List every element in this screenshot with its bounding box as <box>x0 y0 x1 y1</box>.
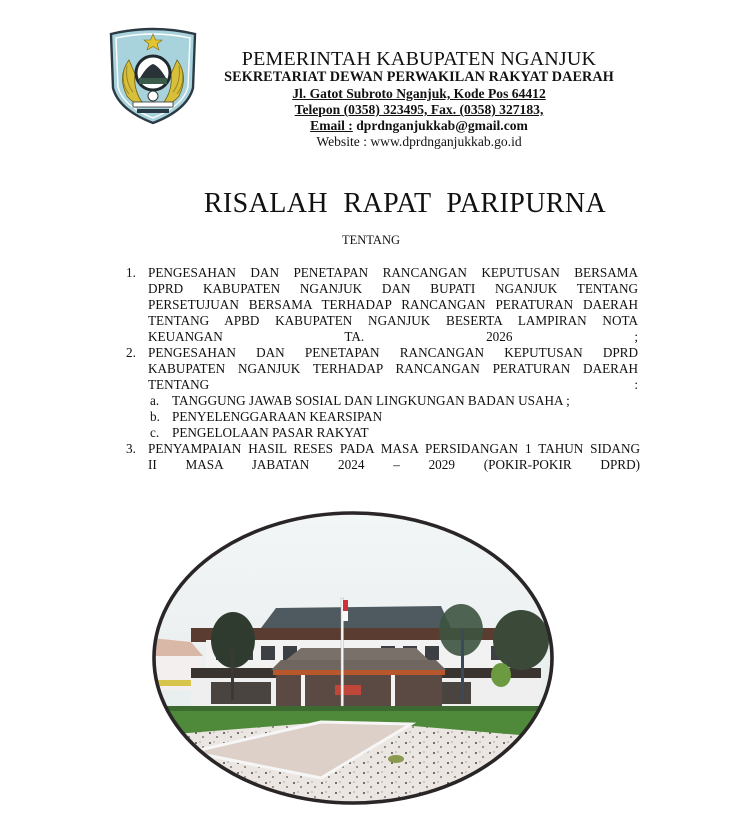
agenda-line: PENGESAHAN DAN PENETAPAN RANCANGAN KEPUTUSAN DPRD <box>148 345 638 360</box>
agenda-item-text <box>148 345 638 393</box>
document-title: RISALAH RAPAT PARIPURNA <box>203 188 607 219</box>
letterhead-address: Jl. Gatot Subroto Nganjuk, Kode Pos 64412 <box>292 86 546 101</box>
agenda-subitem-text: PENYELENGGARAAN KEARSIPAN <box>172 409 383 424</box>
agenda-line: PENYAMPAIAN HASIL RESES PADA MASA PERSIDANGAN 1 TAHUN SIDANG <box>148 441 640 456</box>
agenda-subitem-text: TANGGUNG JAWAB SOSIAL DAN LINGKUNGAN BADAN USAHA ; <box>172 393 570 408</box>
agenda-item-text <box>148 441 640 473</box>
letterhead-government-name: PEMERINTAH KABUPATEN NGANJUK <box>241 48 597 70</box>
agenda-item-number: 1. <box>126 265 136 280</box>
document-subtitle: TENTANG <box>341 233 400 247</box>
agenda-item-text <box>148 265 638 345</box>
dprd-building-photo <box>151 510 555 806</box>
agenda-subitem-text: PENGELOLAAN PASAR RAKYAT <box>172 425 369 440</box>
agenda-item-number: 2. <box>126 345 136 360</box>
agenda-line: TENTANG APBD KABUPATEN NGANJUK BESERTA LAMPIRAN NOTA <box>148 313 638 328</box>
email-label: Email : <box>310 118 353 133</box>
letterhead-email <box>200 118 638 134</box>
letterhead-website[interactable]: Website : www.dprdnganjukkab.go.id <box>316 134 522 149</box>
agenda-subitem-letter: c. <box>150 425 160 440</box>
agenda-subitem-letter: b. <box>150 409 160 424</box>
agenda-line: KEUANGAN TA. 2026 ; <box>148 329 638 344</box>
agenda-line: II MASA JABATAN 2024 – 2029 (POKIR-POKIR DPRD) <box>148 457 640 472</box>
letterhead-phone-fax: Telepon (0358) 323495, Fax. (0358) 327183, <box>294 102 544 117</box>
letterhead-secretariat-name: SEKRETARIAT DEWAN PERWAKILAN RAKYAT DAERAH <box>224 69 614 85</box>
agenda-line: PERSETUJUAN BERSAMA TERHADAP RANCANGAN PERATURAN DAERAH <box>148 297 638 312</box>
agenda-line: TENTANG : <box>148 377 638 392</box>
agenda-line: PENGESAHAN DAN PENETAPAN RANCANGAN KEPUTUSAN BERSAMA <box>148 265 638 280</box>
coat-of-arms-logo <box>107 26 199 126</box>
agenda-line: DPRD KABUPATEN NGANJUK DAN BUPATI NGANJUK TENTANG <box>148 281 638 296</box>
agenda-subitem-letter: a. <box>150 393 160 408</box>
agenda-item-number: 3. <box>126 441 136 456</box>
email-address[interactable]: dprdnganjukkab@gmail.com <box>352 118 528 133</box>
agenda-line: KABUPATEN NGANJUK TERHADAP RANCANGAN PERATURAN DAERAH <box>148 361 638 376</box>
